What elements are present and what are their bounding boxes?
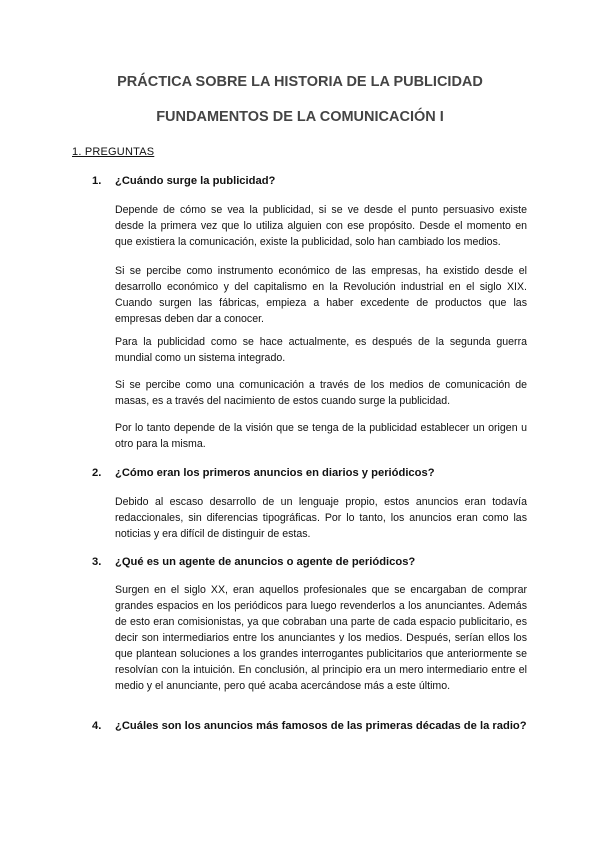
question-number: 3.: [92, 556, 102, 568]
answer-paragraph: Si se percibe como una comunicación a través de los medios de comunicación de masas, es a través del nacimiento de estos cuando surge la publicidad.: [115, 379, 527, 407]
question-number: 1.: [92, 175, 102, 187]
question-heading: [92, 467, 435, 479]
answer-paragraph: Depende de cómo se vea la publicidad, si se ve desde el punto persuasivo existe desde la primera vez que lo utiliza alguien con ese propósito. Desde el momento en que existiera la comunicación, existe la publicidad, solo han cambiado los medios.: [115, 204, 527, 248]
answer-paragraph: Para la publicidad como se hace actualmente, es después de la segunda guerra mundial como un sistema integrado.: [115, 336, 527, 364]
question-text: ¿Qué es un agente de anuncios o agente de periódicos?: [115, 556, 416, 568]
question-text: ¿Cómo eran los primeros anuncios en diarios y periódicos?: [115, 467, 435, 479]
document-title: PRÁCTICA SOBRE LA HISTORIA DE LA PUBLICIDAD: [117, 74, 483, 90]
question-heading: [92, 556, 415, 568]
question-number: 4.: [92, 720, 102, 732]
question-heading: [92, 175, 275, 187]
answer-paragraph: Debido al escaso desarrollo de un lenguaje propio, estos anuncios eran todavía redaccionales, sin diferencias tipográficas. Por lo tanto, los anuncios eran como las noticias y era difícil de distinguir de estas.: [115, 496, 527, 540]
question-heading: [92, 720, 527, 732]
answer-paragraph: Surgen en el siglo XX, eran aquellos profesionales que se encargaban de comprar grandes espacios en los periódicos para luego revenderlos a los anunciantes. Además de esto eran comisionistas, ya que cobraban una parte de cada espacio publicitario, es decir son intermediarios entre los anunciantes y los medios. Después, serían ellos los que plantean soluciones a los grandes interrogantes publicitarios que anteriormente se resolvían con la intuición. En conclusión, al principio era un mero intermediario entre el medio y el anunciante, pero qué acaba acercándose más a este último.: [115, 584, 527, 692]
question-text: ¿Cuándo surge la publicidad?: [115, 175, 276, 187]
section-heading: 1. PREGUNTAS: [72, 146, 155, 158]
document-subtitle: FUNDAMENTOS DE LA COMUNICACIÓN I: [156, 109, 444, 125]
answer-paragraph: Por lo tanto depende de la visión que se tenga de la publicidad establecer un origen u otro para la misma.: [115, 422, 527, 450]
answer-paragraph: Si se percibe como instrumento económico de las empresas, ha existido desde el desarrollo económico y del capitalismo en la Revolución industrial en el siglo XIX. Cuando surgen las fábricas, empieza a haber excedente de productos que las empresas deben dar a conocer.: [115, 265, 527, 325]
question-text: ¿Cuáles son los anuncios más famosos de las primeras décadas de la radio?: [115, 720, 527, 732]
question-number: 2.: [92, 467, 102, 479]
